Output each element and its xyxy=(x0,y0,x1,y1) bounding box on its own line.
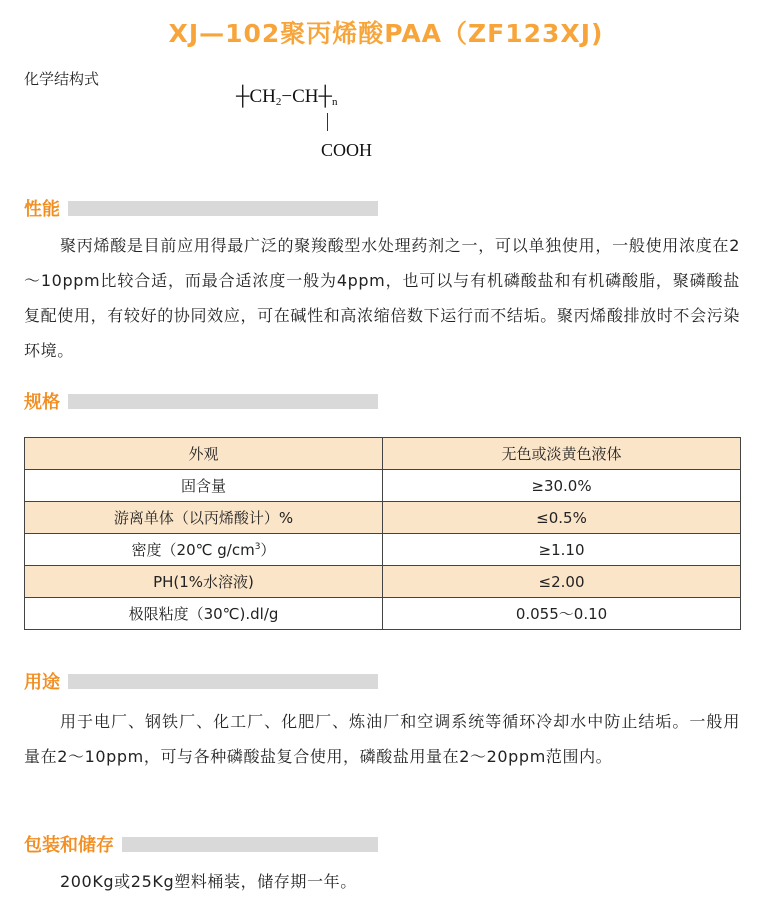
spec-name: PH(1%水溶液) xyxy=(25,566,383,598)
spec-value: 0.055～0.10 xyxy=(383,598,741,630)
section-bar xyxy=(68,394,378,409)
spec-value: ≤2.00 xyxy=(383,566,741,598)
page-title: XJ—102聚丙烯酸PAA（ZF123XJ) xyxy=(168,19,604,48)
table-row xyxy=(25,566,741,598)
formula-chain-start: ┼CH xyxy=(236,86,276,107)
usage-text: 用于电厂、钢铁厂、化工厂、化肥厂、炼油厂和空调系统等循环冷却水中防止结垢。一般用量在2～10ppm，可与各种磷酸盐复合使用，磷酸盐用量在2～20ppm范围内。 xyxy=(24,712,740,766)
section-header-spec xyxy=(24,389,378,413)
spec-name: 极限粘度（30℃).dl/g xyxy=(25,598,383,630)
formula-label: 化学结构式 xyxy=(24,70,100,88)
section-bar xyxy=(68,674,378,689)
formula-subscript: 2 xyxy=(275,96,282,108)
spec-name-superscript: 3 xyxy=(254,542,261,552)
spec-name-part: ） xyxy=(260,541,276,559)
spec-value: ≥30.0% xyxy=(383,470,741,502)
spec-value: ≥1.10 xyxy=(383,534,741,566)
formula-repeat-n: n xyxy=(331,96,338,108)
formula-chain-end: −CH┼ xyxy=(281,86,332,107)
section-bar xyxy=(122,837,378,852)
spec-name: 固含量 xyxy=(25,470,383,502)
section-title-spec: 规格 xyxy=(24,392,60,413)
table-row xyxy=(25,534,741,566)
spec-name: 游离单体（以丙烯酸计）% xyxy=(25,502,383,534)
packaging-text: 200Kg或25Kg塑料桶装，储存期一年。 xyxy=(60,872,357,891)
spec-table xyxy=(24,437,741,630)
section-bar xyxy=(68,201,378,216)
section-header-usage xyxy=(24,669,378,693)
spec-value: 无色或淡黄色液体 xyxy=(383,438,741,470)
section-header-performance xyxy=(24,196,378,220)
spec-name-part: 密度（20℃ g/cm xyxy=(131,541,255,559)
section-title-packaging: 包装和储存 xyxy=(24,835,114,856)
section-title-usage: 用途 xyxy=(24,672,60,693)
formula-main-chain xyxy=(236,86,337,108)
table-row xyxy=(25,438,741,470)
performance-text: 聚丙烯酸是目前应用得最广泛的聚羧酸型水处理药剂之一，可以单独使用，一般使用浓度在2～10ppm比较合适，而最合适浓度一般为4ppm，也可以与有机磷酸盐和有机磷酸脂，聚磷酸盐复配使用，有较好的协同效应，可在碱性和高浓缩倍数下运行而不结垢。聚丙烯酸排放时不会污染环境。 xyxy=(24,236,740,360)
section-header-packaging xyxy=(24,832,378,856)
spec-name: 外观 xyxy=(25,438,383,470)
spec-value: ≤0.5% xyxy=(383,502,741,534)
spec-name xyxy=(25,534,383,566)
section-title-performance: 性能 xyxy=(24,199,60,220)
table-row xyxy=(25,502,741,534)
table-row xyxy=(25,470,741,502)
table-row xyxy=(25,598,741,630)
formula-bond xyxy=(327,113,328,131)
formula-group: COOH xyxy=(321,140,373,160)
